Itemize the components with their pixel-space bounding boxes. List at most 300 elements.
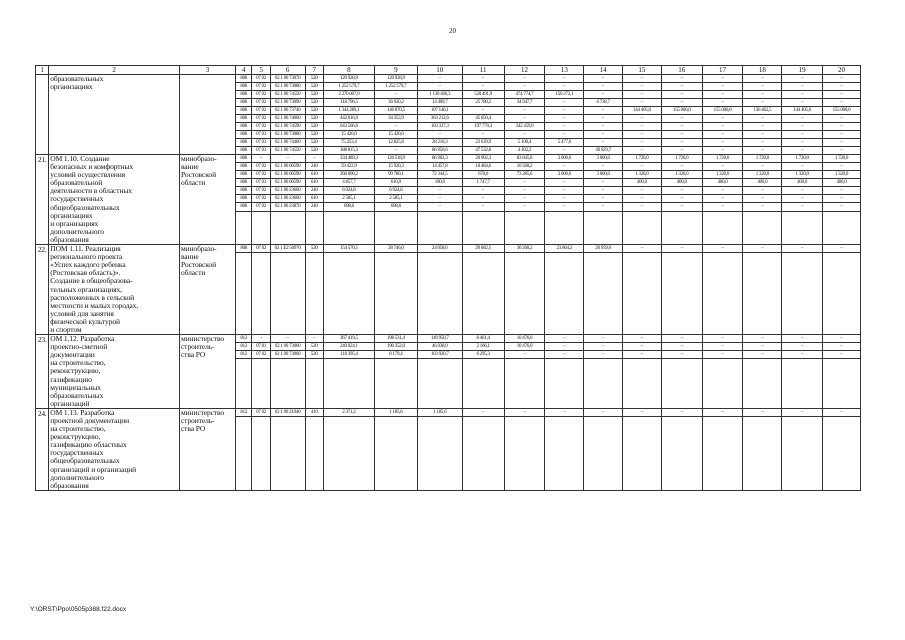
measure-name-line: образовательной [50,178,103,188]
value-cell: – [504,131,545,139]
value-cell: – [782,91,823,99]
value-cell: – [462,75,504,83]
value-cell: 808 [236,147,252,155]
value-cell: 34 947,7 [504,99,545,107]
value-cell: – [623,203,662,211]
row-index: 21. [36,155,49,245]
value-cell: – [823,408,861,416]
value-cell: – [374,147,417,155]
value-cell: – [417,131,462,139]
value-cell: 02 1 00 21040 [270,408,305,416]
value-cell: 2 371,2 [323,408,374,416]
measure-name-line: физической культурой [50,316,120,326]
value-cell: – [623,351,662,359]
value-cell: – [782,195,823,203]
value-cell: – [782,245,823,253]
value-cell: 07 02 [252,123,270,131]
measure-name-line: дополнительного [50,226,104,236]
value-cell: 249 024,1 [323,343,374,351]
value-cell: 144 405,0 [623,107,662,115]
value-cell: 02 1 00 74550 [270,147,305,155]
value-cell: – [545,343,584,351]
empty-cell [661,416,702,490]
value-cell: 808 [236,99,252,107]
value-cell: – [504,75,545,83]
measure-name-line: регионального проекта [50,252,123,262]
empty-cell [236,253,252,335]
value-cell: – [782,187,823,195]
value-cell: – [743,195,782,203]
value-cell: – [823,83,861,91]
value-cell: 520 [305,245,323,253]
value-cell: – [823,351,861,359]
value-cell: – [702,351,743,359]
empty-cell [661,211,702,244]
value-cell: 1 320,0 [623,171,662,179]
value-cell: – [545,99,584,107]
value-cell: – [545,83,584,91]
value-cell: 400,0 [782,179,823,187]
empty-cell [584,416,623,490]
value-cell: – [702,147,743,155]
empty-cell [323,416,374,490]
value-cell: 07 03 [252,179,270,187]
value-cell: – [743,115,782,123]
value-cell: 520 [305,131,323,139]
value-cell: – [702,131,743,139]
value-cell: – [545,163,584,171]
value-cell: – [584,115,623,123]
value-cell: 144 405,0 [782,107,823,115]
value-cell: – [743,203,782,211]
value-cell: 400,0 [743,179,782,187]
value-cell: – [623,75,662,83]
value-cell: 808 [236,131,252,139]
value-cell: – [584,408,623,416]
measure-name-line: газификацию [50,374,92,384]
value-cell: 520 491,9 [462,91,504,99]
value-cell: 2 166,1 [462,343,504,351]
value-cell: 808 [236,155,252,163]
value-cell: – [782,343,823,351]
measure-name-line: ПОМ 1.11. Реализация [50,244,121,254]
value-cell: 23 864,2 [545,245,584,253]
value-cell: – [702,163,743,171]
value-cell: – [782,139,823,147]
value-cell: 15 420,0 [374,131,417,139]
value-cell: 99 780,1 [374,171,417,179]
header-cell: 11 [462,66,504,75]
value-cell: 1 720,0 [661,155,702,163]
value-cell: – [584,195,623,203]
value-cell: – [504,195,545,203]
value-cell: – [782,123,823,131]
value-cell: – [305,335,323,343]
value-cell: – [661,115,702,123]
value-cell: 07 02 [252,83,270,91]
empty-cell [323,253,374,335]
value-cell: – [623,131,662,139]
value-cell: – [623,123,662,131]
value-cell: 07 03 [252,131,270,139]
empty-cell [270,211,305,244]
value-cell: – [545,115,584,123]
value-cell: – [702,99,743,107]
empty-cell [374,211,417,244]
value-cell: 520 [305,107,323,115]
value-cell: – [661,139,702,147]
empty-cell [702,253,743,335]
value-cell: – [462,408,504,416]
executor-line: минобразо- [180,244,217,254]
value-cell: 59 422,9 [323,163,374,171]
value-cell: – [823,163,861,171]
measure-name-line: ОМ 1.12. Разработка [50,334,115,344]
value-cell: 1 720,0 [782,155,823,163]
value-cell: 02 1 00 73090 [270,99,305,107]
empty-cell [545,211,584,244]
value-cell: – [661,343,702,351]
empty-cell [823,359,861,409]
value-cell: 670,0 [462,171,504,179]
value-cell: 520 [305,343,323,351]
value-cell: – [252,155,270,163]
value-cell: 28 746,0 [374,245,417,253]
value-cell: – [702,139,743,147]
value-cell: – [462,187,504,195]
value-cell: 240 [305,163,323,171]
empty-cell [236,211,252,244]
value-cell: – [823,75,861,83]
value-cell: 07 02 [252,171,270,179]
executor [179,155,235,245]
value-cell: 400,0 [823,179,861,187]
file-path-footer: Y:\ORST\Ppo\0505p388.f22.docx [30,606,127,613]
value-cell: 1 320,0 [782,171,823,179]
value-cell: 1 747,7 [462,179,504,187]
value-cell: – [584,91,623,99]
executor [179,75,235,155]
value-cell: 812 [236,408,252,416]
empty-cell [823,253,861,335]
measure-name-line: на строительство, [50,358,106,368]
value-cell: 198 531,4 [374,335,417,343]
measure-name-line: организаций [50,398,90,408]
value-cell: 02 1 00 73740 [270,107,305,115]
value-cell: 197 770,3 [462,123,504,131]
value-cell: 02 1 00 00590 [270,179,305,187]
value-cell: 643 566,6 [323,123,374,131]
value-cell: – [504,203,545,211]
value-cell: 07 02 [252,195,270,203]
value-cell: 150 272,1 [545,91,584,99]
empty-cell [584,211,623,244]
value-cell: 5 477,0 [545,139,584,147]
value-cell: 520 [305,123,323,131]
empty-cell [545,416,584,490]
value-cell: – [545,408,584,416]
value-cell: 240 [305,203,323,211]
value-cell: – [661,83,702,91]
value-cell: – [545,195,584,203]
header-cell: 1 [36,66,49,75]
value-cell: 3 000,0 [545,155,584,163]
value-cell: 808 [236,163,252,171]
value-cell: – [584,203,623,211]
value-cell: 520 [305,99,323,107]
value-cell: – [702,245,743,253]
page-number: 20 [449,27,456,35]
row-index [36,75,49,155]
value-cell: 520 [305,147,323,155]
empty-cell [323,359,374,409]
value-cell: – [782,83,823,91]
value-cell: 118 796,5 [323,99,374,107]
empty-cell [305,359,323,409]
measure-name-line: тельных организациях, [50,284,122,294]
value-cell: 260 000,2 [323,171,374,179]
measure-name-line: проектной документации [50,416,130,425]
measure-name-line: ОМ 1.10. Создание [50,154,110,163]
value-cell: 2 585,1 [323,195,374,203]
value-cell: 1 130 466,3 [417,91,462,99]
measure-name-line: «Успех каждого ребенка [50,260,126,270]
value-cell: – [661,245,702,253]
empty-cell [417,211,462,244]
executor-line: ства РО [180,424,206,434]
value-cell: 610,0 [374,179,417,187]
value-cell: – [270,335,305,343]
measure-name-line: государственных [50,448,104,458]
value-cell: 02 1 00 00590 [270,163,305,171]
value-cell: 02 1 00 73070 [270,75,305,83]
value-cell: – [623,99,662,107]
empty-cell [661,253,702,335]
empty-cell [305,253,323,335]
value-cell: – [823,99,861,107]
value-cell: 28 210,3 [417,139,462,147]
measure-name [49,335,180,409]
value-cell: – [623,335,662,343]
table-row [36,408,861,416]
measure-name-line: образовательных [50,390,104,400]
value-cell: – [252,335,270,343]
value-cell: – [743,163,782,171]
row-index: 22. [36,245,49,335]
executor-line: вание [180,252,199,262]
value-cell: – [823,115,861,123]
empty-cell [504,253,545,335]
measure-name [49,155,180,245]
value-cell: 02 1 00 73060 [270,343,305,351]
value-cell: 155 000,0 [702,107,743,115]
empty-cell [823,416,861,490]
value-cell: – [702,335,743,343]
value-cell: 4 402,2 [504,147,545,155]
header-cell: 7 [305,66,323,75]
value-cell: – [823,343,861,351]
value-cell: 02 1 00 73060 [270,351,305,359]
value-cell: – [545,107,584,115]
empty-cell [236,416,252,490]
value-cell: 1 720,0 [702,155,743,163]
header-cell: 8 [323,66,374,75]
measure-name-line: расположенных в сельской [50,292,135,302]
value-cell: 20 682,5 [462,245,504,253]
value-cell: 808 [236,91,252,99]
value-cell: – [823,195,861,203]
value-cell: 3 000,0 [545,171,584,179]
empty-cell [323,211,374,244]
value-cell: – [305,155,323,163]
value-cell: 190 352,0 [374,343,417,351]
header-cell: 17 [702,66,743,75]
value-cell: 808 [236,203,252,211]
executor-line: ства РО [180,350,206,360]
header-cell: 15 [623,66,662,75]
value-cell: 400,0 [623,179,662,187]
value-cell: – [702,83,743,91]
measure-name-line: государственных [50,194,104,204]
value-cell: 442 616,9 [323,115,374,123]
value-cell: 1 185,6 [417,408,462,416]
empty-cell [545,253,584,335]
value-cell: – [545,203,584,211]
measure-name [49,245,180,335]
value-cell: – [623,408,662,416]
value-cell: – [743,351,782,359]
value-cell: 24 058,6 [417,245,462,253]
measure-name-line: условий для занятия [50,308,114,318]
value-cell: 46 038,0 [417,343,462,351]
value-cell: 07 02 [252,245,270,253]
value-cell: – [661,147,702,155]
value-cell: 07 02 [252,187,270,195]
header-cell: 12 [504,66,545,75]
value-cell: 808 [236,123,252,131]
value-cell: – [823,245,861,253]
value-cell: 49 929,7 [584,147,623,155]
empty-cell [462,359,504,409]
value-cell: 02 1 E2 50970 [270,245,305,253]
value-cell: 14 409,7 [417,99,462,107]
header-cell: 5 [252,66,270,75]
value-cell: – [504,179,545,187]
measure-name-line: организаций и организаций [50,464,137,474]
measure-name-line: организациях [50,210,93,220]
value-cell: 118 395,4 [323,351,374,359]
value-cell: 1 252 579,7 [374,83,417,91]
value-cell: – [743,343,782,351]
header-cell: 9 [374,66,417,75]
value-cell: 12 825,8 [374,139,417,147]
measure-name-line: местности и малых городах, [50,300,139,310]
value-cell: – [702,115,743,123]
value-cell: 400,0 [702,179,743,187]
value-cell: 812 [236,335,252,343]
table-row [36,75,861,83]
value-cell: 520 [305,91,323,99]
value-cell: – [545,351,584,359]
value-cell: 20 902,3 [462,155,504,163]
executor-line: области [180,178,206,188]
header-cell: 4 [236,66,252,75]
value-cell: 400,0 [661,179,702,187]
value-cell: – [661,99,702,107]
value-cell: – [584,335,623,343]
value-cell: 1 320,0 [661,171,702,179]
measure-name-line: образовательных [50,74,104,83]
measure-name-line: (Ростовская область)». [50,268,121,278]
value-cell: – [417,75,462,83]
value-cell: – [743,99,782,107]
value-cell: 07 02 [252,351,270,359]
value-cell: – [743,75,782,83]
measure-name-line: и организациях [50,218,99,228]
empty-cell [462,253,504,335]
value-cell: 1 320,0 [823,171,861,179]
value-cell: 07 02 [252,163,270,171]
value-cell: – [661,187,702,195]
value-cell: – [743,187,782,195]
value-cell: – [702,123,743,131]
value-cell: 18 484,6 [462,163,504,171]
value-cell: 334 489,3 [323,155,374,163]
value-cell: 698,6 [374,203,417,211]
value-cell: 10 476,0 [504,343,545,351]
value-cell: 610 [305,179,323,187]
executor-line: строитель- [180,342,215,352]
measure-name-line: реконструкцию, [50,432,101,442]
value-cell: – [504,351,545,359]
value-cell: 808 [236,139,252,147]
executor-line: области [180,268,206,278]
value-cell: 6 924,8 [323,187,374,195]
value-cell: 808 [236,75,252,83]
value-cell: – [623,187,662,195]
value-cell: 812 [236,351,252,359]
executor-line: строитель- [180,416,215,425]
value-cell: – [623,115,662,123]
value-cell: – [661,195,702,203]
value-cell: 02 1 00 74060 [270,115,305,123]
value-cell: – [661,408,702,416]
value-cell: 3 000,0 [584,171,623,179]
value-cell: 02 1 00 23660 [270,195,305,203]
empty-cell [782,416,823,490]
value-cell: 808 [236,115,252,123]
value-cell: – [661,163,702,171]
value-cell: – [584,123,623,131]
empty-cell [305,211,323,244]
empty-cell [252,359,270,409]
value-cell: 75 253,4 [323,139,374,147]
value-cell: – [545,335,584,343]
value-cell: – [823,139,861,147]
measure-name [49,408,180,490]
value-cell: 808 [236,187,252,195]
table-row [36,245,861,253]
value-cell: 07 01 [252,343,270,351]
measure-name-line: безопасных и комфортных [50,162,133,172]
value-cell: – [782,351,823,359]
value-cell: 100,0 [417,179,462,187]
value-cell: – [462,83,504,91]
empty-cell [374,359,417,409]
value-cell: – [584,75,623,83]
value-cell: 808 [236,107,252,115]
value-cell: 520 [305,115,323,123]
